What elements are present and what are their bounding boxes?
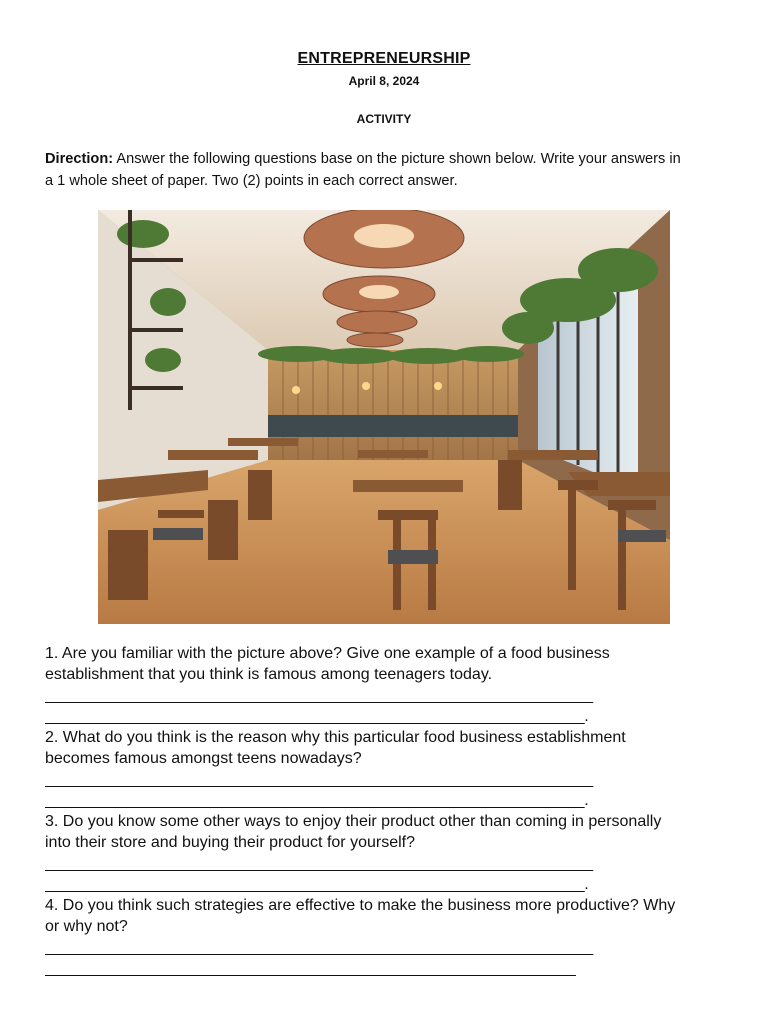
- question-text: 3. Do you know some other ways to enjoy their product other than coming in personally into their store and buying their product for yourself?: [45, 813, 662, 851]
- answer-line: ______________________________________________________________.: [45, 876, 589, 893]
- question-text: 1. Are you familiar with the picture above? Give one example of a food business establishment that you think is famous among teenagers today.: [45, 645, 610, 683]
- question-text: 2. What do you think is the reason why this particular food business establishment becomes famous amongst teens nowadays?: [45, 729, 626, 767]
- document-title: ENTREPRENEURSHIP: [297, 50, 471, 67]
- answer-line: _______________________________________________________________: [45, 855, 594, 872]
- answer-line: _____________________________________________________________: [45, 960, 576, 977]
- document-date: April 8, 2024: [348, 74, 420, 88]
- direction-label: Direction:: [45, 151, 114, 167]
- restaurant-photo: [98, 210, 670, 624]
- question-item: [45, 811, 685, 895]
- question-text: 4. Do you think such strategies are effective to make the business more productive? Why or why not?: [45, 897, 676, 935]
- answer-line: _______________________________________________________________: [45, 771, 594, 788]
- question-item: [45, 643, 685, 727]
- direction-paragraph: [45, 148, 685, 192]
- question-item: [45, 895, 685, 979]
- questions-list: [45, 643, 685, 979]
- answer-line: _______________________________________________________________: [45, 687, 594, 704]
- section-heading: ACTIVITY: [356, 112, 412, 126]
- question-item: [45, 727, 685, 811]
- answer-line: ______________________________________________________________.: [45, 708, 589, 725]
- direction-text: Answer the following questions base on the picture shown below. Write your answers in a 1 whole sheet of paper. Two (2) points in each correct answer.: [45, 151, 681, 189]
- answer-line: _______________________________________________________________: [45, 939, 594, 956]
- answer-line: ______________________________________________________________.: [45, 792, 589, 809]
